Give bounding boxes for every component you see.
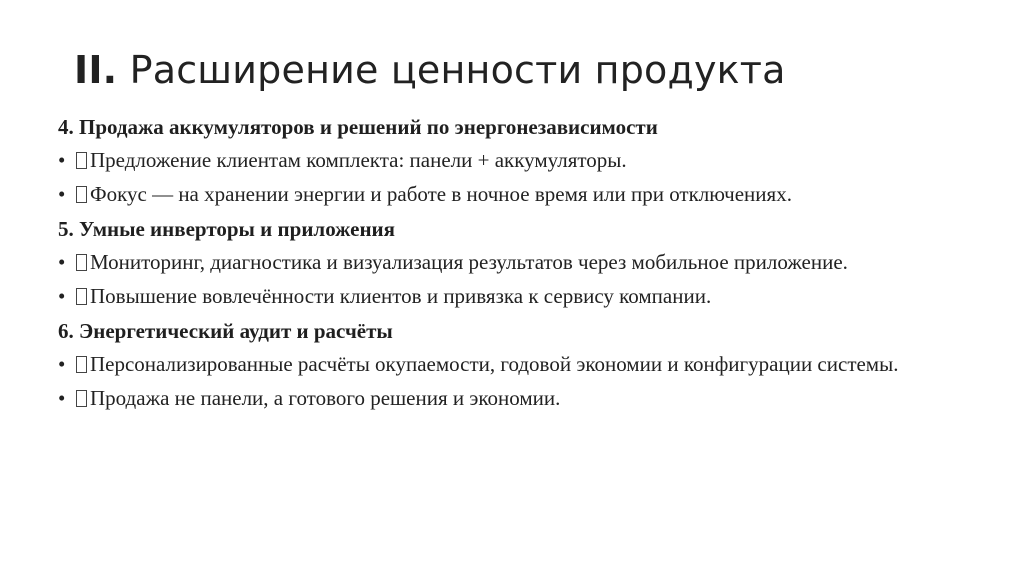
bullet-dot-icon: • xyxy=(58,182,66,206)
bullet-item xyxy=(58,351,958,378)
missing-glyph-icon xyxy=(76,390,87,407)
section-heading: 4. Продажа аккумуляторов и решений по энергонезависимости xyxy=(58,115,658,139)
missing-glyph-icon xyxy=(76,152,87,169)
section-audit xyxy=(58,317,958,412)
slide-content xyxy=(58,113,958,419)
bullet-dot-icon: • xyxy=(58,148,66,172)
missing-glyph-icon xyxy=(76,356,87,373)
missing-glyph-icon xyxy=(76,254,87,271)
title-text: Расширение ценности продукта xyxy=(129,48,786,92)
bullet-item xyxy=(58,283,958,310)
bullet-item xyxy=(58,385,958,412)
bullet-item xyxy=(58,249,958,276)
bullet-text: Продажа не панели, а готового решения и экономии. xyxy=(90,386,561,410)
section-inverters xyxy=(58,215,958,310)
missing-glyph-icon xyxy=(76,186,87,203)
bullet-text: Фокус — на хранении энергии и работе в ночное время или при отключениях. xyxy=(90,182,792,206)
bullet-item xyxy=(58,181,958,208)
bullet-dot-icon: • xyxy=(58,352,66,376)
bullet-dot-icon: • xyxy=(58,386,66,410)
section-heading: 5. Умные инверторы и приложения xyxy=(58,217,396,241)
bullet-text: Повышение вовлечённости клиентов и привязка к сервису компании. xyxy=(90,284,712,308)
missing-glyph-icon xyxy=(76,288,87,305)
bullet-text: Персонализированные расчёты окупаемости, годовой экономии и конфигурации системы. xyxy=(90,352,899,376)
bullet-dot-icon: • xyxy=(58,250,66,274)
section-heading: 6. Энергетический аудит и расчёты xyxy=(58,319,393,343)
title-number: II. xyxy=(74,48,118,92)
bullet-dot-icon: • xyxy=(58,284,66,308)
bullet-text: Предложение клиентам комплекта: панели + аккумуляторы. xyxy=(90,148,627,172)
slide-title xyxy=(74,48,786,92)
bullet-item xyxy=(58,147,958,174)
section-batteries xyxy=(58,113,958,208)
bullet-text: Мониторинг, диагностика и визуализация результатов через мобильное приложение. xyxy=(90,250,848,274)
